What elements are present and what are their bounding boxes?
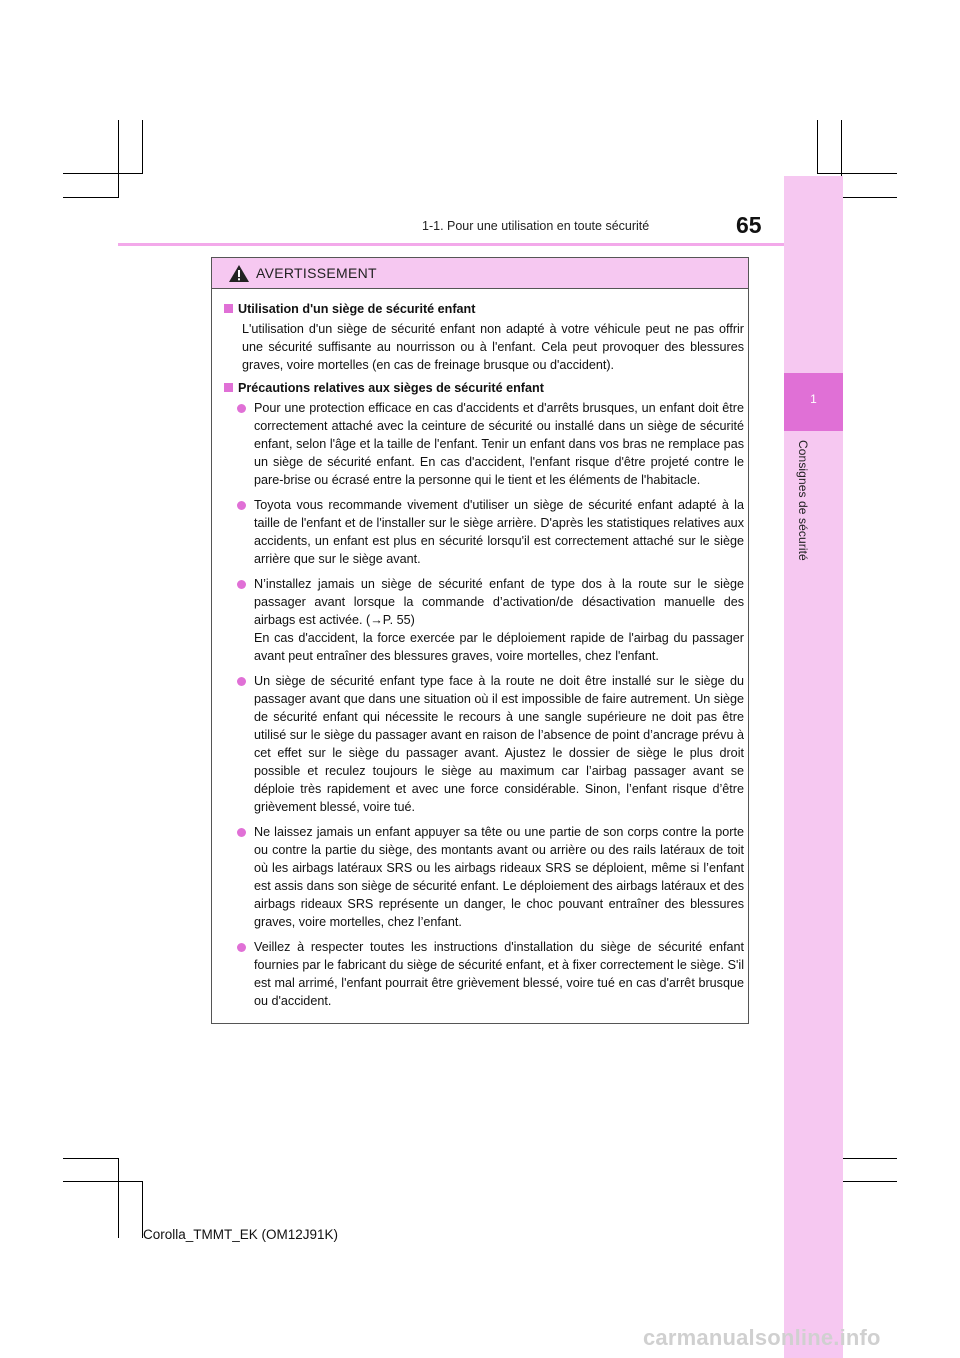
crop-mark [63,1181,143,1182]
crop-mark [817,120,818,173]
document-code: Corolla_TMMT_EK (OM12J91K) [143,1227,339,1242]
header-rule [118,243,784,246]
warning-title: AVERTISSEMENT [256,265,377,281]
crop-mark [118,120,119,198]
crop-mark [63,197,118,198]
crop-mark [63,173,143,174]
warning-content [224,300,744,1017]
round-bullet-icon [237,943,246,952]
list-item: Un siège de sécurité enfant type face à la route ne doit être installé sur le siège du passager avant que dans une situation où il est impossible de faire autrement. Un siège de sécurité enfant qui nécessite le recours à une sangle supérieure ne doit pas être utilisé sur le siège du passager avant en raison de l’absence de point d’ancrage prévu à cet effet sur le siège du passager avant. Ajustez le dossier de siège le plus droit possible et reculez toujours le siège au maximum car l’airbag passager avant se déploie très rapidement et avec une force considérable. Sinon, l’enfant risque d’être grièvement blessé, voire tué. [224,672,744,816]
square-bullet-icon [224,383,233,392]
crop-mark [63,1158,118,1159]
section-heading: Précautions relatives aux sièges de sécurité enfant [224,379,744,397]
chapter-title: Consignes de sécurité [796,440,810,561]
warning-box [211,257,749,1024]
round-bullet-icon [237,828,246,837]
crop-mark [841,1158,897,1159]
list-item: Veillez à respecter toutes les instructions d'installation du siège de sécurité enfant fournies par le fabricant du siège de sécurité enfant, et à fixer correctement le siège. S'il est mal arrimé, l'enfant pourrait être grièvement blessé, voire tué en cas d'arrêt brusque ou d'accident. [224,938,744,1010]
round-bullet-icon [237,580,246,589]
round-bullet-icon [237,501,246,510]
crop-mark [841,197,897,198]
chapter-side-tab [784,176,843,1358]
page-number: 65 [736,212,762,238]
running-header: 1-1. Pour une utilisation en toute sécurité [422,219,650,233]
section-text: L'utilisation d'un siège de sécurité enfant non adapté à votre véhicule peut ne pas offrir une sécurité suffisante au nourrisson ou à l'enfant. Cela peut provoquer des blessures graves, voire mortelles (en cas de freinage brusque ou d'accident). [242,322,744,372]
list-item: Ne laissez jamais un enfant appuyer sa tête ou une partie de son corps contre la porte ou contre la partie du siège, des montants avant ou arrière ou des rails latéraux de toit où les airbags latéraux SRS ou les airbags rideaux SRS se déploient, même si l’enfant est assis dans son siège de sécurité enfant. Le déploiement des airbags latéraux et des airbags rideaux SRS représente un danger, le choc pouvant entraîner des blessures graves, voire mortelles, chez l’enfant. [224,823,744,931]
round-bullet-icon [237,677,246,686]
list-item: Toyota vous recommande vivement d'utiliser un siège de sécurité enfant adapté à la taille de l'enfant et de l'installer sur le siège arrière. D'après les statistiques relatives aux accidents, un enfant est plus en sécurité lorsqu'il est correctement attaché sur le siège arrière que sur le siège avant. [224,496,744,568]
list-item: N’installez jamais un siège de sécurité enfant de type dos à la route sur le siège passager avant lorsque la commande d’activation/de désactivation manuelle des airbags est activée. (→P. 55) En cas d'accident, la force exercée par le déploiement rapide de l'airbag du passager avant peut entraîner des blessures graves, voire mortelles, chez l'enfant. [224,575,744,665]
warning-header [212,258,748,289]
section-heading: Utilisation d'un siège de sécurité enfant [224,300,744,318]
crop-mark [817,173,897,174]
watermark: carmanualsonline.info [643,1325,881,1350]
chapter-number: 1 [810,392,817,406]
warning-triangle-icon [228,264,250,283]
square-bullet-icon [224,304,233,313]
crop-mark [142,120,143,173]
round-bullet-icon [237,404,246,413]
list-item: Pour une protection efficace en cas d'accidents et d'arrêts brusques, un enfant doit être correctement attaché avec la ceinture de sécurité ou installé dans un siège de sécurité enfant, selon l'âge et la taille de l'enfant. Tenir un enfant dans vos bras ne remplace pas un siège de sécurité enfant. En cas d'accident, l'enfant risque d'être projeté contre le pare-brise ou écrasé entre la personne qui le tient et les éléments de l'habitacle. [224,399,744,489]
crop-mark [118,1158,119,1238]
